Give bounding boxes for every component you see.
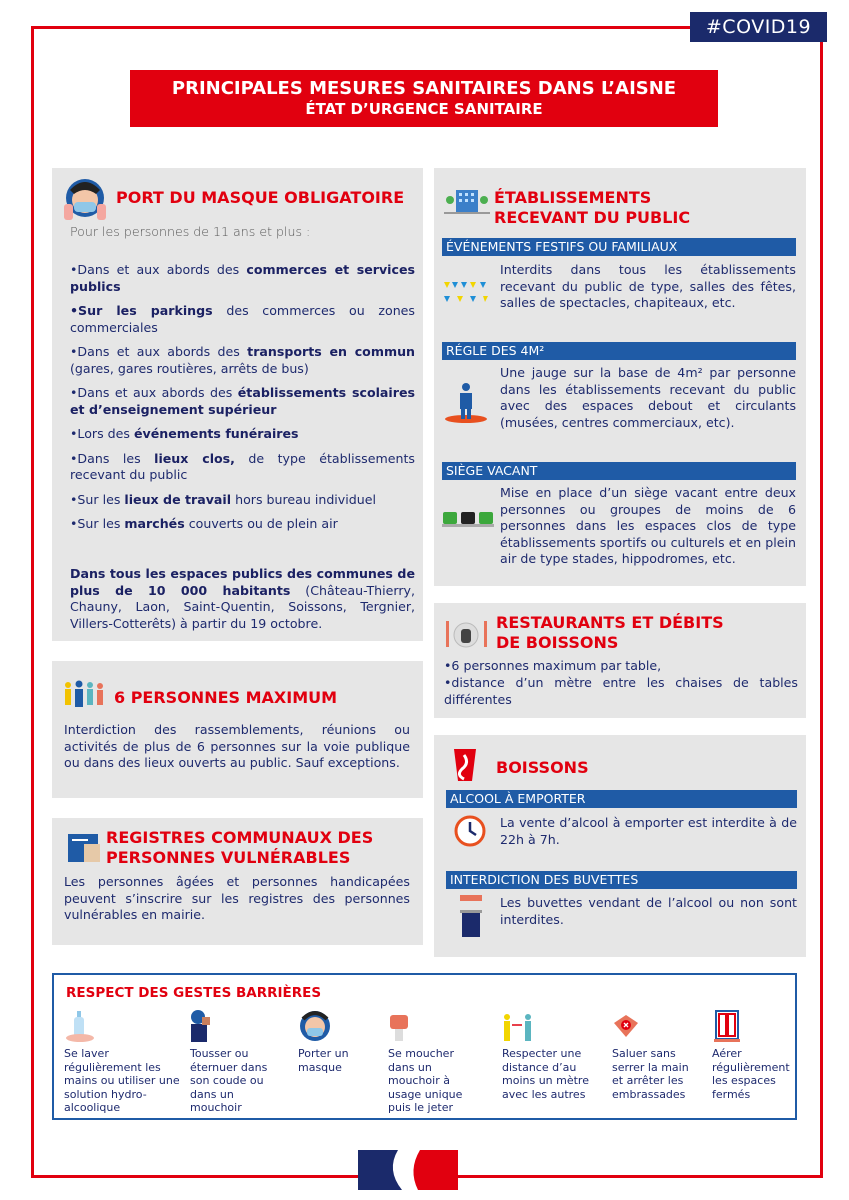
festive-events-bar: ÉVÉNEMENTS FESTIFS OU FAMILIAUX [442, 238, 796, 256]
six-persons-section [52, 661, 423, 798]
text: •Dans et aux abords des [70, 344, 248, 359]
refreshment-stands-bar: INTERDICTION DES BUVETTES [446, 871, 797, 889]
restaurants-line2: •distance d’un mètre entre les chaises de tables différentes [444, 675, 798, 707]
restaurants-heading-1: RESTAURANTS ET DÉBITS [496, 613, 724, 632]
text: de type établissements recevant du public [70, 450, 415, 482]
mask-list [70, 262, 415, 541]
mask-list-item [70, 385, 415, 418]
no-handshake-icon [612, 1013, 640, 1039]
cutlery-icon [444, 617, 490, 651]
bold-text: Dans tous les espaces publics des communes de plus de 10 000 habitants [70, 566, 415, 598]
text: couverts ou de plein air [184, 516, 338, 531]
vacant-seat-text: Mise en place d’un siège vacant entre deux personnes ou groupes de moins de 6 personnes dans les espaces clos de type établissements sportifs ou culturels et en plein air de type stades, hippodromes, etc. [500, 485, 796, 566]
building-icon [444, 188, 490, 214]
gesture-mask: Porter un masque [298, 1047, 349, 1074]
registers-heading-2: PERSONNES VULNÉRABLES [106, 848, 351, 867]
bold-text: commerces et services publics [70, 262, 415, 294]
six-heading: 6 PERSONNES MAXIMUM [114, 688, 338, 707]
bold-text: lieux de travail [124, 491, 232, 507]
window-icon [714, 1009, 740, 1043]
text: •Dans et aux abords des [70, 262, 247, 277]
text: des commerces ou zones commerciales [70, 303, 415, 335]
standing-person-icon [444, 382, 488, 424]
mask-section [52, 168, 423, 641]
erp-heading-1: ÉTABLISSEMENTS [494, 188, 652, 207]
mask-list-item [70, 344, 415, 377]
group-people-icon [62, 679, 106, 709]
vacant-seat-bar: SIÈGE VACANT [442, 462, 796, 480]
clock-icon [454, 815, 486, 847]
gesture-tissue: Se moucher dans un mouchoir à usage unique puis le jeter [388, 1047, 463, 1114]
title-line1: PRINCIPALES MESURES SANITAIRES DANS L’AISNE [171, 78, 677, 99]
text: •Sur les [70, 516, 125, 531]
bold-text: •Sur les parkings [70, 303, 213, 318]
hand-wash-icon [64, 1011, 94, 1043]
takeaway-alcohol-bar: ALCOOL À EMPORTER [446, 790, 797, 808]
text: •Dans et aux abords des [70, 385, 238, 400]
restaurants-line1: •6 personnes maximum par table, [444, 658, 662, 673]
gesture-no-handshake: Saluer sans serrer la main et arrêter les embrassades [612, 1047, 689, 1101]
registers-text: Les personnes âgées et personnes handicapées peuvent s’inscrire sur les registres des personnes vulnérables en mairie. [64, 874, 410, 922]
title-line2: ÉTAT D’URGENCE SANITAIRE [305, 100, 543, 118]
restaurants-heading-2: DE BOISSONS [496, 633, 619, 652]
bold-text: lieux clos, [154, 450, 235, 466]
gesture-hand-wash: Se laver régulièrement les mains ou utiliser une solution hydro-alcoolique [64, 1047, 180, 1114]
distance-icon [502, 1013, 534, 1043]
bunting-icon [444, 280, 488, 306]
barrier-heading: RESPECT DES GESTES BARRIÈRES [66, 985, 322, 1001]
text: •Sur les [70, 491, 125, 507]
mask-list-item [70, 516, 415, 533]
text: (gares, gares routières, arrêts de bus) [70, 360, 309, 376]
gesture-ventilate: Aérer régulièrement les espaces fermés [712, 1047, 790, 1101]
mask-intro: Pour les personnes de 11 ans et plus : [70, 224, 311, 239]
cough-elbow-icon [188, 1009, 212, 1043]
gesture-cough: Tousser ou éternuer dans son coude ou dans un mouchoir [190, 1047, 268, 1114]
marianne-logo [358, 1150, 458, 1190]
tissue-icon [388, 1013, 410, 1043]
mask-list-item [70, 451, 415, 484]
mask-list-item [70, 303, 415, 336]
seats-icon [442, 510, 494, 530]
drinks-section [434, 735, 806, 957]
text: •Dans les [70, 450, 155, 466]
registers-heading-1: REGISTRES COMMUNAUX DES [106, 828, 374, 847]
page-title [130, 70, 718, 127]
erp-heading-2: RECEVANT DU PUBLIC [494, 208, 691, 227]
bold-text: établissements scolaires et d’enseignement supérieur [70, 385, 415, 417]
mask-icon [298, 1009, 332, 1043]
refreshment-stand-icon [458, 893, 484, 939]
text: hors bureau individuel [231, 491, 376, 507]
text: (Château-Thierry, Chauny, Laon, Saint-Quentin, Soissons, Tergnier, Villers-Cotterêts) à partir du 19 octobre. [70, 582, 415, 631]
restaurants-section [434, 603, 806, 718]
mask-list-item [70, 426, 415, 443]
drink-glass-icon [450, 747, 480, 783]
register-document-icon [64, 830, 104, 866]
refreshment-stands-text: Les buvettes vendant de l’alcool ou non sont interdites. [500, 895, 797, 927]
erp-section [434, 168, 806, 586]
text: •Lors des [70, 426, 134, 441]
six-text: Interdiction des rassemblements, réunions ou activités de plus de 6 personnes sur la voie publique ou dans des lieux ouverts au public. Sauf exceptions. [64, 722, 410, 770]
registers-section [52, 818, 423, 945]
barrier-gestures-section [52, 973, 797, 1120]
drinks-heading: BOISSONS [496, 758, 589, 777]
takeaway-alcohol-text: La vente d’alcool à emporter est interdite à de 22h à 7h. [500, 815, 797, 847]
mask-list-item [70, 262, 415, 295]
covid-tag: #COVID19 [690, 12, 827, 42]
mask-list-item [70, 492, 415, 509]
rule-4m2-text: Une jauge sur la base de 4m² par personne dans les établissements recevant du public avec des espaces debout et circulants (musées, centres commerciaux, etc). [500, 365, 796, 430]
masked-face-icon [62, 178, 108, 220]
festive-events-text: Interdits dans tous les établissements recevant du public de type, salles des fêtes, salles de spectacles, chapiteaux, etc. [500, 262, 796, 310]
mask-heading: PORT DU MASQUE OBLIGATOIRE [116, 188, 405, 207]
bold-text: marchés [124, 516, 185, 531]
bold-text: transports en commun [247, 344, 416, 359]
bold-text: événements funéraires [133, 426, 299, 441]
gesture-distance: Respecter une distance d’au moins un mètre avec les autres [502, 1047, 589, 1101]
mask-note [70, 566, 415, 632]
rule-4m2-bar: RÉGLE DES 4M² [442, 342, 796, 360]
